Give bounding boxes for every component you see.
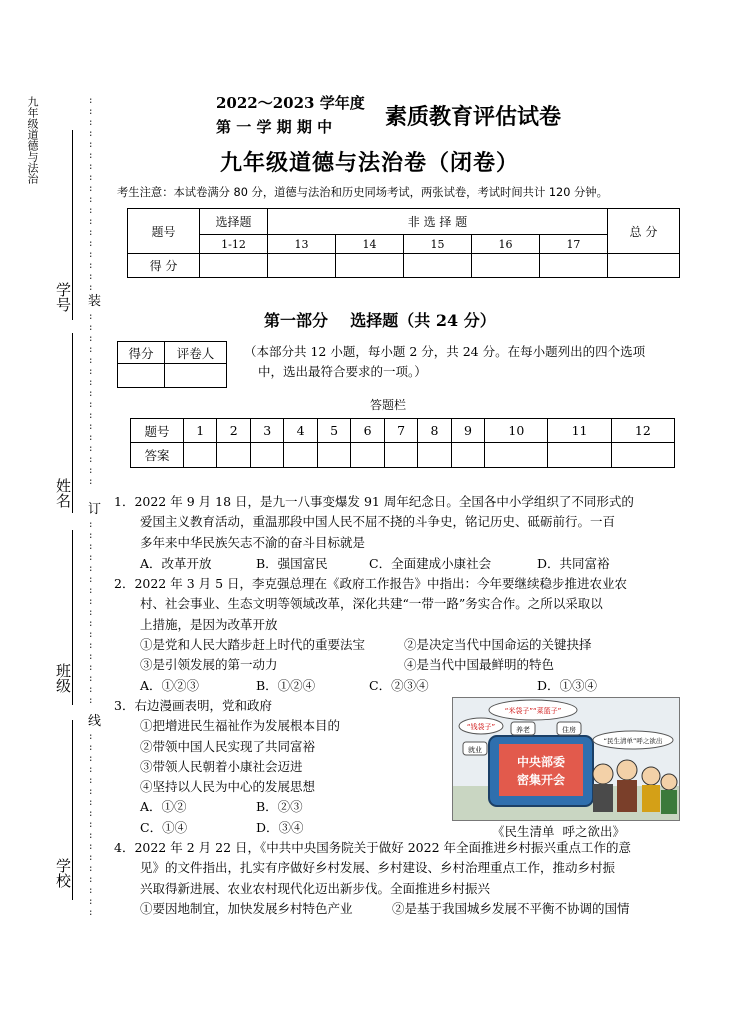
question-1-line-2: 爱国主义教育活动，重温那段中国人民不屈不挠的斗争史，铭记历史、砥砺前行。一百 — [140, 514, 616, 530]
answer-cell[interactable] — [611, 443, 674, 468]
answer-cell[interactable] — [184, 443, 217, 468]
question-4-stem — [114, 838, 684, 899]
question-2-line-3: 上措施，是因为改革开放 — [140, 616, 278, 632]
answer-cell[interactable] — [451, 443, 484, 468]
score-cell[interactable] — [336, 254, 404, 278]
question-3-statement-4: ④坚持以人民为中心的发展思想 — [140, 779, 316, 794]
class-line — [72, 530, 73, 705]
question-1-line-1: 1．2022 年 9 月 18 日，是九一八事变爆发 91 周年纪念日。全国各中小学组织了不同形式的 — [114, 494, 634, 509]
score-col-1-12: 1-12 — [200, 235, 268, 254]
cartoon-image — [452, 697, 680, 821]
question-1-option-c: C．全面建成小康社会 — [369, 556, 492, 571]
answer-num: 12 — [611, 419, 674, 443]
total-score-cell[interactable] — [607, 254, 679, 278]
question-3-stem: 3．右边漫画表明，党和政府 — [114, 698, 272, 713]
class-label: 班级 — [54, 663, 72, 693]
cartoon-bubble-3: 就业 — [468, 746, 482, 754]
cartoon-screen-text-2: 密集开会 — [516, 773, 566, 787]
cartoon-bubble-6: “民生清单”呼之欲出 — [603, 737, 663, 745]
name-line — [72, 333, 73, 513]
answer-num: 6 — [351, 419, 384, 443]
question-3-option-c: C．①④ — [140, 820, 188, 835]
question-1-option-a: A．改革开放 — [140, 556, 212, 571]
question-1-line-3: 多年来中华民族矢志不渝的奋斗目标就是 — [140, 534, 366, 550]
part1-instruction-2: 中，选出最符合要求的一项。） — [258, 364, 427, 379]
answer-cell[interactable] — [351, 443, 384, 468]
question-3-statement-2: ②带领中国人民实现了共同富裕 — [140, 739, 316, 754]
binding-char-zhuang: 装 — [88, 294, 102, 309]
exam-name: 素质教育评估试卷 — [385, 104, 562, 130]
question-2-statement-2: ②是决定当代中国命运的关键抉择 — [404, 637, 592, 652]
student-id-line — [72, 130, 73, 320]
vertical-note: 九年级道德与法治 — [26, 96, 39, 184]
binding-char-xian: 线 — [88, 714, 102, 729]
answer-num: 11 — [548, 419, 611, 443]
question-2-statement-1: ①是党和人民大踏步赶上时代的重要法宝 — [140, 637, 366, 652]
question-4-statement-2: ②是基于我国城乡发展不平衡不协调的国情 — [392, 901, 630, 916]
part1-instruction-1: （本部分共 12 小题，每小题 2 分，共 24 分。在每小题列出的四个选项 — [244, 344, 646, 359]
school-year: 2022～2023 学年度 — [216, 94, 365, 112]
answer-table-tihao: 题号 — [131, 419, 184, 443]
student-id-label: 学号 — [54, 282, 72, 312]
part1-title: 第一部分 选择题（共 24 分） — [264, 311, 496, 330]
question-2-line-1: 2．2022 年 3 月 5 日，李克强总理在《政府工作报告》中指出：今年要继续稳步推进农业农 — [114, 576, 628, 591]
score-col-16: 16 — [471, 235, 539, 254]
score-col-15: 15 — [403, 235, 471, 254]
answer-cell[interactable] — [217, 443, 250, 468]
binding-dots-3: : : : : : : : : : : : : : : : : : — [88, 520, 94, 706]
score-col-14: 14 — [336, 235, 404, 254]
binding-dots-2: : : : : : : : : : : : : : : : : — [88, 312, 94, 487]
subject-title: 九年级道德与法治卷（闭卷） — [220, 150, 520, 176]
grader-score-cell[interactable] — [118, 364, 165, 388]
term: 第 一 学 期 期 中 — [216, 118, 333, 136]
score-table-tihao: 题号 — [128, 209, 200, 254]
answer-num: 7 — [384, 419, 417, 443]
binding-dots-1: : : : : : : : : : : : : : : : : : : — [88, 96, 94, 293]
binding-char-ding: 订 — [88, 502, 102, 517]
answer-cell[interactable] — [284, 443, 317, 468]
cartoon-illustration — [453, 698, 679, 820]
score-table — [127, 208, 680, 278]
question-4-line-2: 见》的文件指出，扎实有序做好乡村发展、乡村建设、乡村治理重点工作，推动乡村振 — [140, 860, 616, 876]
grader-label: 评卷人 — [165, 342, 227, 364]
question-3-option-b: B．②③ — [256, 799, 303, 814]
grader-box — [117, 341, 227, 388]
question-2-option-c: C．②③④ — [369, 678, 429, 693]
question-4-line-1: 4．2022 年 2 月 22 日，《中共中央国务院关于做好 2022 年全面推进乡村振兴重点工作的意 — [114, 840, 631, 855]
answer-num: 3 — [250, 419, 283, 443]
answer-num: 9 — [451, 419, 484, 443]
question-4-line-3: 兴取得新进展、农业农村现代化迈出新步伐。全面推进乡村振兴 — [140, 880, 491, 896]
answer-cell[interactable] — [317, 443, 350, 468]
cartoon-bubble-1: “米袋子”“菜篮子” — [504, 707, 562, 715]
answer-num: 5 — [317, 419, 350, 443]
question-2-stem — [114, 574, 684, 635]
score-cell[interactable] — [471, 254, 539, 278]
cartoon-screen-text-1: 中央部委 — [516, 755, 566, 769]
grader-score-label: 得分 — [118, 342, 165, 364]
score-cell[interactable] — [268, 254, 336, 278]
answer-cell[interactable] — [384, 443, 417, 468]
question-2-statement-3: ③是引领发展的第一动力 — [140, 657, 278, 672]
school-line — [72, 720, 73, 900]
question-1-option-d: D．共同富裕 — [537, 556, 610, 571]
question-2-line-2: 村、社会事业、生态文明等领域改革，深化共建“一带一路”务实合作。之所以采取以 — [140, 596, 603, 612]
answer-cell[interactable] — [548, 443, 611, 468]
question-1-stem — [114, 492, 684, 553]
answer-num: 8 — [418, 419, 451, 443]
question-4-statement-1: ①要因地制宜，加快发展乡村特色产业 — [140, 901, 353, 916]
score-table-defen: 得 分 — [128, 254, 200, 278]
answer-cell[interactable] — [485, 443, 548, 468]
name-label: 姓名 — [54, 478, 72, 508]
cartoon-bubble-4: 养老 — [516, 726, 530, 734]
binding-dots-4: : : : : : : : : : : : : : : : : : — [88, 732, 94, 918]
score-cell[interactable] — [539, 254, 607, 278]
cartoon-bubble-5: 住房 — [562, 726, 576, 734]
grader-name-cell[interactable] — [165, 364, 227, 388]
score-table-fei-xuanze: 非 选 择 题 — [268, 209, 608, 235]
question-3-statement-1: ①把增进民生福祉作为发展根本目的 — [140, 718, 341, 733]
exam-notice: 考生注意：本试卷满分 80 分，道德与法治和历史同场考试，两张试卷，考试时间共计 120 分钟。 — [117, 186, 608, 199]
answer-num: 2 — [217, 419, 250, 443]
answer-num: 4 — [284, 419, 317, 443]
question-2-option-b: B．①②④ — [256, 678, 316, 693]
cartoon-bubble-2: “钱袋子” — [466, 723, 496, 731]
answer-num: 10 — [485, 419, 548, 443]
answer-table-daan: 答案 — [131, 443, 184, 468]
question-3-option-d: D．③④ — [256, 820, 304, 835]
answer-num: 1 — [184, 419, 217, 443]
question-3-option-a: A．①② — [140, 799, 187, 814]
question-2-option-d: D．①③④ — [537, 678, 598, 693]
answer-bar-label: 答题栏 — [370, 398, 407, 412]
score-cell[interactable] — [200, 254, 268, 278]
question-2-option-a: A．①②③ — [140, 678, 200, 693]
score-table-zongfen: 总 分 — [607, 209, 679, 254]
question-2-statement-4: ④是当代中国最鲜明的特色 — [404, 657, 555, 672]
answer-table — [130, 418, 675, 468]
question-1-option-b: B．强国富民 — [256, 556, 328, 571]
score-cell[interactable] — [403, 254, 471, 278]
answer-cell[interactable] — [418, 443, 451, 468]
cartoon-caption: 《民生清单 呼之欲出》 — [492, 824, 625, 839]
score-col-13: 13 — [268, 235, 336, 254]
answer-cell[interactable] — [250, 443, 283, 468]
score-table-xuanze: 选择题 — [200, 209, 268, 235]
score-col-17: 17 — [539, 235, 607, 254]
question-3-statement-3: ③带领人民朝着小康社会迈进 — [140, 759, 303, 774]
school-label: 学校 — [54, 858, 72, 888]
